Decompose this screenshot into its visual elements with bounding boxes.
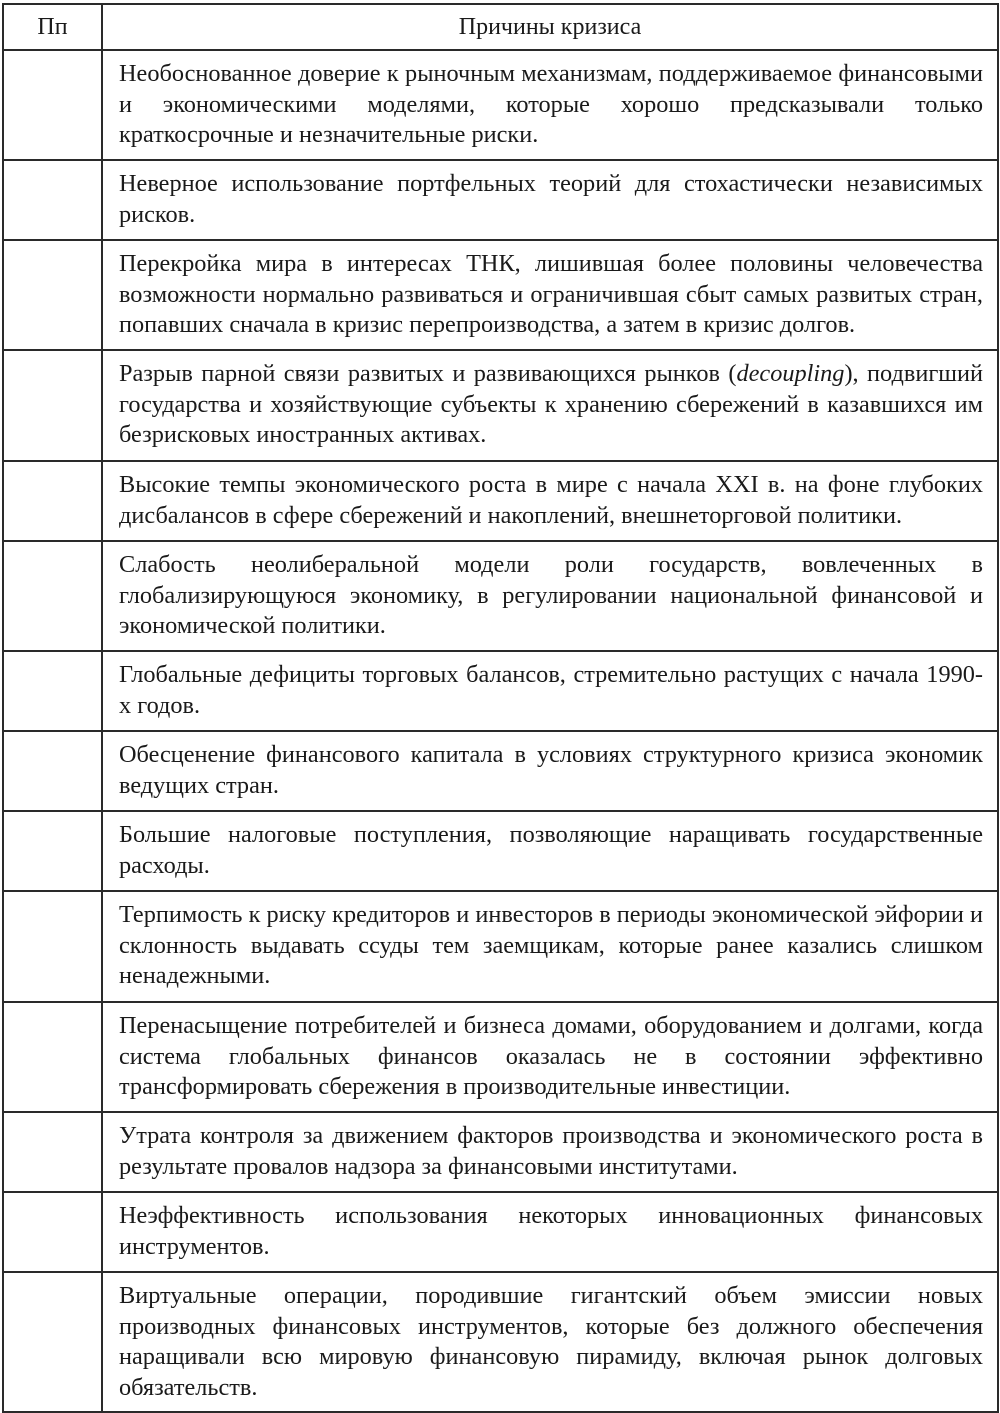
table-row bbox=[3, 731, 998, 811]
cause-cell: Неэффективность использования некоторых инновационных финансовых инструментов. bbox=[102, 1192, 998, 1272]
table-row bbox=[3, 1112, 998, 1192]
table-row bbox=[3, 541, 998, 651]
cause-cell: Утрата контроля за движением факторов производства и экономического роста в результате провалов надзора за финансовыми институтами. bbox=[102, 1112, 998, 1192]
cause-cell: Перенасыщение потребителей и бизнеса домами, оборудованием и долгами, когда система глобальных финансов оказалась не в состоянии эффективно трансформировать сбережения в производительные инвестиции. bbox=[102, 1002, 998, 1112]
cause-cell: Неверное использование портфельных теорий для стохастически независимых рисков. bbox=[102, 160, 998, 240]
table-row bbox=[3, 1192, 998, 1272]
row-number-cell bbox=[3, 1002, 102, 1112]
row-number-cell bbox=[3, 811, 102, 891]
row-number-cell bbox=[3, 350, 102, 461]
row-number-cell bbox=[3, 1272, 102, 1412]
cause-cell: Виртуальные операции, породившие гигантский объем эмиссии новых производных финансовых инструментов, которые без должного обеспечения наращивали всю мировую финансовую пирамиду, включая рынок долговых обязательств. bbox=[102, 1272, 998, 1412]
table-header-row bbox=[3, 4, 998, 50]
column-header-number: Пп bbox=[3, 4, 102, 50]
cause-cell: Необоснованное доверие к рыночным механизмам, поддерживаемое финансовыми и экономическими моделями, которые хорошо предсказывали только краткосрочные и незначительные риски. bbox=[102, 50, 998, 160]
cause-cell: Высокие темпы экономического роста в мире с начала XXI в. на фоне глубоких дисбалансов в сфере сбережений и накоплений, внешнеторговой политики. bbox=[102, 461, 998, 541]
row-number-cell bbox=[3, 731, 102, 811]
cause-cell: Большие налоговые поступления, позволяющие наращивать государственные расходы. bbox=[102, 811, 998, 891]
cause-text-italic-term: decoupling bbox=[736, 360, 845, 387]
row-number-cell bbox=[3, 1112, 102, 1192]
row-number-cell bbox=[3, 461, 102, 541]
cause-cell: Обесценение финансового капитала в условиях структурного кризиса экономик ведущих стран. bbox=[102, 731, 998, 811]
table-row bbox=[3, 811, 998, 891]
row-number-cell bbox=[3, 1192, 102, 1272]
causes-table bbox=[2, 3, 999, 1413]
table-row bbox=[3, 1272, 998, 1412]
row-number-cell bbox=[3, 160, 102, 240]
row-number-cell bbox=[3, 891, 102, 1002]
table-row bbox=[3, 891, 998, 1002]
table-row bbox=[3, 350, 998, 461]
cause-text-part: ), подвигший государства и хозяйствующие субъекты к хранению сбережений в казавшихся им безрисковых иностранных активах. bbox=[119, 360, 983, 448]
table-row bbox=[3, 240, 998, 350]
cause-cell: Перекройка мира в интересах ТНК, лишившая более половины человечества возможности нормально развиваться и ограничившая сбыт самых развитых стран, попавших сначала в кризис перепроизводства, а затем в кризис долгов. bbox=[102, 240, 998, 350]
cause-cell bbox=[102, 350, 998, 461]
cause-text-part: Разрыв парной связи развитых и развивающихся рынков ( bbox=[119, 360, 737, 387]
column-header-causes: Причины кризиса bbox=[102, 4, 998, 50]
table-row bbox=[3, 1002, 998, 1112]
cause-cell: Слабость неолиберальной модели роли государств, вовлеченных в глобализирующуюся экономику, в регулировании национальной финансовой и экономической политики. bbox=[102, 541, 998, 651]
row-number-cell bbox=[3, 50, 102, 160]
row-number-cell bbox=[3, 240, 102, 350]
row-number-cell bbox=[3, 651, 102, 731]
table-row bbox=[3, 461, 998, 541]
table-row bbox=[3, 50, 998, 160]
row-number-cell bbox=[3, 541, 102, 651]
table-row bbox=[3, 651, 998, 731]
cause-cell: Терпимость к риску кредиторов и инвесторов в периоды экономической эйфории и склонность выдавать ссуды тем заемщикам, которые ранее казались слишком ненадежными. bbox=[102, 891, 998, 1002]
cause-cell: Глобальные дефициты торговых балансов, стремительно растущих с начала 1990-х годов. bbox=[102, 651, 998, 731]
table-row bbox=[3, 160, 998, 240]
